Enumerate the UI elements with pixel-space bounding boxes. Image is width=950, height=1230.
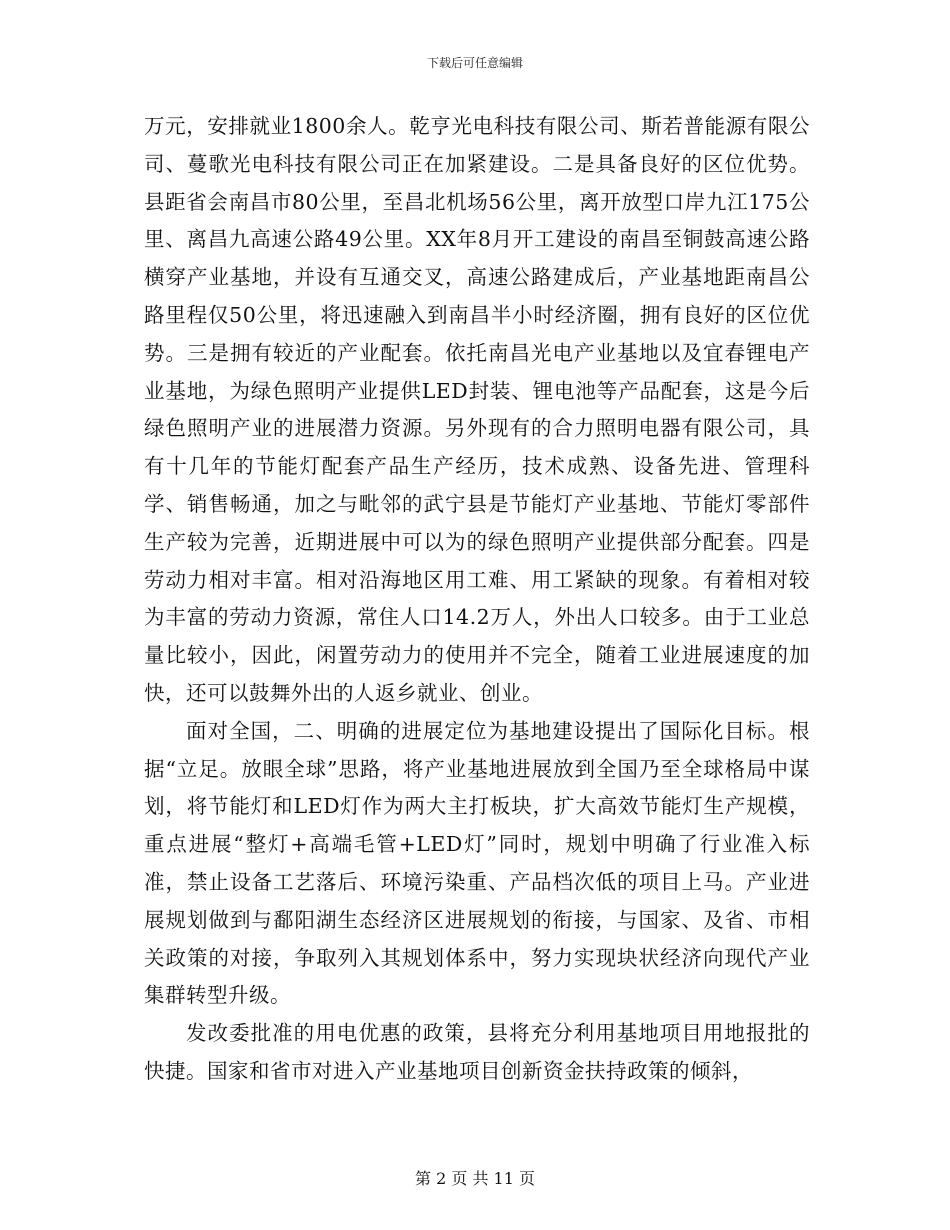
page-number-footer: 第 2 页 共 11 页 xyxy=(415,1169,535,1188)
page-header: 下载后可任意编辑 xyxy=(426,56,523,70)
paragraph-2: 面对全国，二、明确的进展定位为基地建设提出了国际化目标。根据“立足。放眼全球”思路，将产业基地进展放到全国乃至全球格局中谋划，将节能灯和LED灯作为两大主打板块，扩大高效节能灯生产规模，重点进展“整灯+高端毛管+LED灯”同时，规划中明确了行业准入标准，禁止设备工艺落后、环境污染重、产品档次低的项目上马。产业进展规划做到与鄱阳湖生态经济区进展规划的衔接，与国家、及省、市相关政策的对接，争取列入其规划体系中，努力实现块状经济向现代产业集群转型升级。 xyxy=(144,718,810,1008)
paragraph-1: 万元，安排就业1800余人。乾亨光电科技有限公司、斯若普能源有限公司、蔓歌光电科技有限公司正在加紧建设。二是具备良好的区位优势。县距省会南昌市80公里，至昌北机场56公里，离开放型口岸九江175公里、离昌九高速公路49公里。XX年8月开工建设的南昌至铜鼓高速公路横穿产业基地，并设有互通交叉，高速公路建成后，产业基地距南昌公路里程仅50公里，将迅速融入到南昌半小时经济圈，拥有良好的区位优势。三是拥有较近的产业配套。依托南昌光电产业基地以及宜春锂电产业基地，为绿色照明产业提供LED封装、锂电池等产品配套，这是今后绿色照明产业的进展潜力资源。另外现有的合力照明电器有限公司，具有十几年的节能灯配套产品生产经历，技术成熟、设备先进、管理科学、销售畅通，加之与毗邻的武宁县是节能灯产业基地、节能灯零部件生产较为完善，近期进展中可以为的绿色照明产业提供部分配套。四是劳动力相对丰富。相对沿海地区用工难、用工紧缺的现象。有着相对较为丰富的劳动力资源，常住人口14.2万人，外出人口较多。由于工业总量比较小，因此，闲置劳动力的使用并不完全，随着工业进展速度的加快，还可以鼓舞外出的人返乡就业、创业。 xyxy=(144,114,810,705)
document-body xyxy=(144,108,810,1091)
paragraph-3: 发改委批准的用电优惠的政策，县将充分利用基地项目用地报批的快捷。国家和省市对进入产业基地项目创新资金扶持政策的倾斜， xyxy=(144,1021,810,1083)
